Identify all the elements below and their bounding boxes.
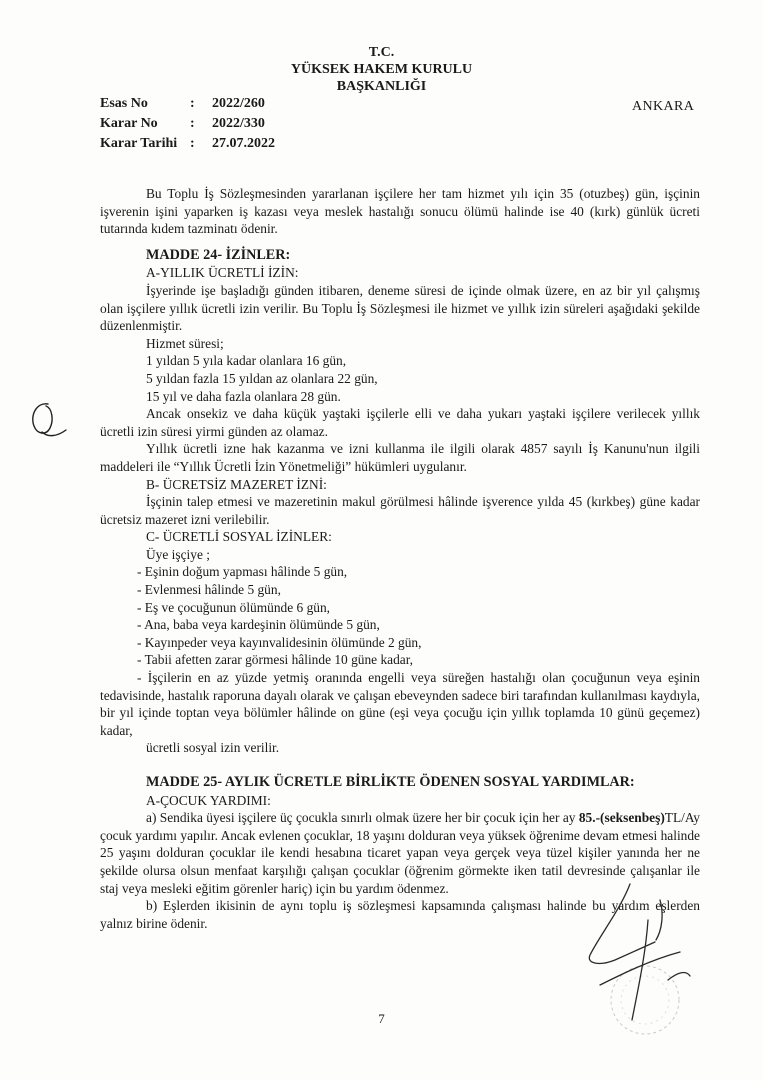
- karar-label: Karar No: [100, 116, 158, 131]
- m25-a-paragraph-2: b) Eşlerden ikisinin de aynı toplu iş sözleşmesi kapsamında çalışması halinde bu yardım eşlerden yalnız birine ödenir.: [100, 898, 700, 931]
- header-tc: T.C.: [368, 45, 395, 60]
- m24-c-closing: ücretli sosyal izin verilir.: [146, 740, 280, 756]
- m25-a-text-post: TL/Ay çocuk yardımı yapılır. Ancak evlenen çocuklar, 18 yaşını dolduran veya yüksek öğrenime devam etmesi halinde 25 yaşını dolduran çocuklar ile kendi hesabına ticaret yapan veya gerçek veya tüzel kişiler yanında her ne şekilde olursa olsun menfaat karşılığı çalışan çocuklar (öğrenim görmekte iken tatil devresinde çalışanlar ile staj veya mesleki eğitim görenler hariç) için bu yardım ödenmez.: [100, 810, 700, 896]
- intro-paragraph: Bu Toplu İş Sözleşmesinden yararlanan işçilere her tam hizmet yılı için 35 (otuzbeş) gün, işçinin işverenin işini yaparken iş kazası veya meslek hastalığı sonucu ölümü halinde ise 40 (kırk) günlük ücreti tutarında kıdem tazminatı ödenir.: [100, 186, 700, 237]
- handwritten-signature-icon: [560, 880, 700, 1030]
- m24-c-uye: Üye işçiye ;: [146, 546, 210, 562]
- m24-c-title: C- ÜCRETLİ SOSYAL İZİNLER:: [146, 529, 332, 545]
- m24-a-paragraph-3: Yıllık ücretli izne hak kazanma ve izni kullanma ile ilgili olarak 4857 sayılı İş Kanunu'nun ilgili maddeleri ile “Yıllık Ücretli İzin Yönetmeliği” hükümleri uygulanır.: [100, 441, 700, 474]
- m24-c-list-item: - Eş ve çocuğunun ölümünde 6 gün,: [137, 599, 331, 615]
- m25-a-text-pre: a) Sendika üyesi işçilere üç çocukla sınırlı olmak üzere her bir çocuk için her ay: [146, 810, 579, 826]
- karar-row: [100, 114, 275, 134]
- karar-value: 2022/330: [212, 116, 265, 131]
- m24-c-list-item: - Evlenmesi hâlinde 5 gün,: [137, 582, 281, 598]
- tarih-label: Karar Tarihi: [100, 136, 178, 151]
- m24-c-list-item: - İşçilerin en az yüzde yetmiş oranında engelli veya süreğen hastalığı olan çocuğunun veya eşinin tedavisinde, hastalık raporuna dayalı olarak ve çalışan ebeveynden sadece biri tarafından kullanılması kaydıyla, bir yıl içinde toptan veya bölümler hâlinde on güne (eşi veya çocuğu için yıllık toplamda 10 günü geçemez) kadar,: [100, 670, 700, 738]
- handwritten-margin-mark-icon: [26, 398, 68, 442]
- madde-24-title: MADDE 24- İZİNLER:: [146, 246, 291, 263]
- m24-a-paragraph-2: Ancak onsekiz ve daha küçük yaştaki işçilerle elli ve daha yukarı yaştaki işçilere verilecek yıllık ücretli izin süresi yirmi günden az olamaz.: [100, 406, 700, 439]
- m24-a-title: A-YILLIK ÜCRETLİ İZİN:: [146, 265, 299, 281]
- madde-25-title: MADDE 25- AYLIK ÜCRETLE BİRLİKTE ÖDENEN SOSYAL YARDIMLAR:: [146, 774, 635, 790]
- tarih-value: 27.07.2022: [212, 136, 275, 151]
- m24-c-list-item: - Tabii afetten zarar görmesi hâlinde 10 güne kadar,: [137, 652, 414, 668]
- m25-a-amount: 85.-(seksenbeş): [578, 810, 665, 826]
- m24-c-list-item: - Ana, baba veya kardeşinin ölümünde 5 gün,: [137, 617, 380, 633]
- esas-value: 2022/260: [212, 96, 265, 111]
- case-metadata: [100, 94, 275, 154]
- karar-separator: :: [190, 116, 195, 131]
- city-label: ANKARA: [632, 99, 695, 114]
- esas-separator: :: [190, 96, 195, 111]
- m25-a-title: A-ÇOCUK YARDIMI:: [146, 792, 271, 808]
- tarih-row: [100, 134, 275, 154]
- m24-a-paragraph-1: İşyerinde işe başladığı günden itibaren, deneme süresi de içinde olmak üzere, en az bir yıl çalışmış olan işçilere yıllık ücretli izin verilir. Bu Toplu İş Sözleşmesi ile hizmet ve yıllık izin süreleri aşağıdaki şekilde düzenlenmiştir.: [100, 282, 700, 334]
- m24-b-paragraph: İşçinin talep etmesi ve mazeretinin makul görülmesi hâlinde işverence yılda 45 (kırkbeş) güne kadar ücretsiz mazeret izni verilebilir.: [100, 494, 700, 527]
- header-office: BAŞKANLIĞI: [336, 79, 427, 94]
- esas-row: [100, 94, 275, 114]
- m24-a-list-item: 5 yıldan fazla 15 yıldan az olanlara 22 gün,: [146, 370, 378, 386]
- m24-c-list-item: - Eşinin doğum yapması hâlinde 5 gün,: [137, 564, 348, 580]
- m24-c-list-item: - Kayınpeder veya kayınvalidesinin ölümünde 2 gün,: [137, 634, 422, 650]
- document-body: [100, 185, 700, 932]
- esas-label: Esas No: [100, 96, 148, 111]
- header-institution: YÜKSEK HAKEM KURULU: [290, 62, 473, 77]
- m24-a-hizmet: Hizmet süresi;: [146, 335, 224, 351]
- m24-a-list-item: 1 yıldan 5 yıla kadar olanlara 16 gün,: [146, 353, 347, 369]
- tarih-separator: :: [190, 136, 195, 151]
- m24-b-title: B- ÜCRETSİZ MAZERET İZNİ:: [146, 476, 327, 492]
- m24-a-list-item: 15 yıl ve daha fazla olanlara 28 gün.: [146, 388, 341, 404]
- page-number: 7: [378, 1011, 385, 1026]
